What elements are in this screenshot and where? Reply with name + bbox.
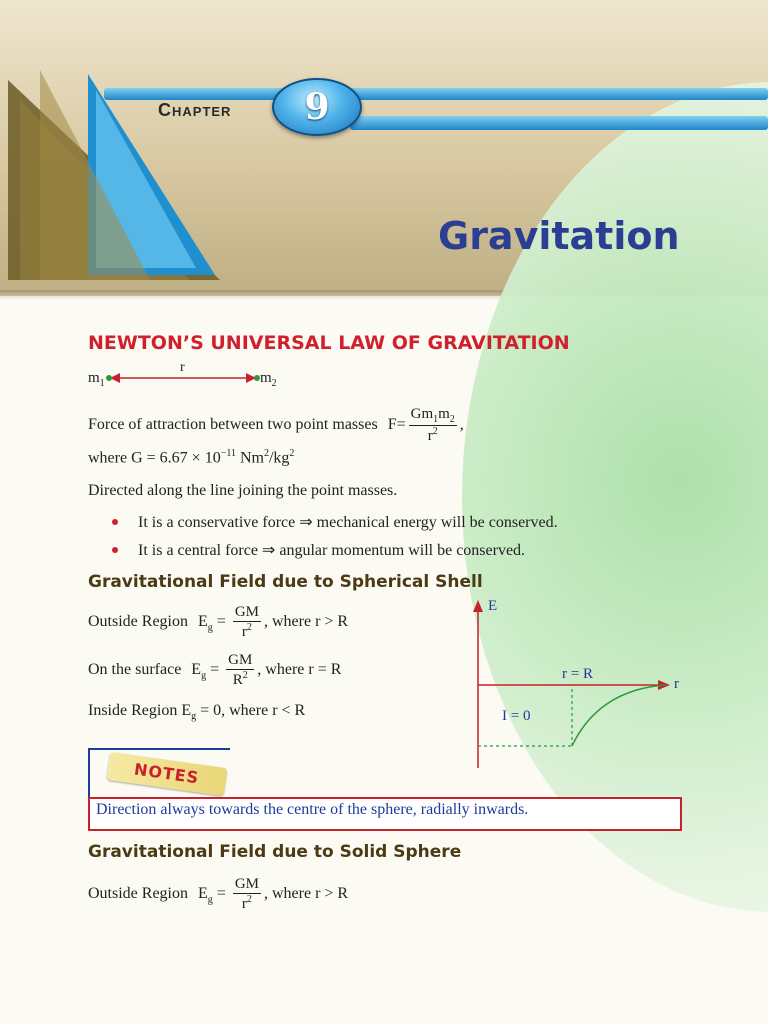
- notes-text: Direction always towards the centre of the sphere, radially inwards.: [96, 801, 529, 818]
- section-heading-solid-sphere: Gravitational Field due to Solid Sphere: [88, 842, 462, 862]
- shell-outside-formula: Outside Region $E_g$ = $\frac{GM}{r^2}$ , where r > R: [88, 604, 349, 640]
- bullet-dot: [112, 519, 118, 525]
- force-formula-line: Force of attraction between two point masses F= $\frac{Gm_1m_2}{r^2}$ ,: [88, 406, 464, 444]
- distance-label: r: [180, 360, 185, 375]
- chapter-bar-top: [104, 88, 768, 100]
- graph-field-curve: [572, 685, 666, 746]
- direction-statement: Directed along the line joining the point masses.: [88, 482, 398, 499]
- distance-arrow: [104, 370, 264, 386]
- mass1-label: $m_1$: [88, 370, 105, 389]
- bullet-dot: [112, 547, 118, 553]
- chapter-label: Chapter: [158, 100, 232, 120]
- notes-tag-label: NOTES: [132, 759, 201, 788]
- chapter-number-badge: 9: [272, 78, 362, 136]
- shell-surface-formula: On the surface $E_g$ = $\frac{GM}{R^2}$ , where r = R: [88, 652, 342, 688]
- gravitational-constant-line: where $G = 6.67 \times 10^{-11}$ $Nm^2/kg^2$: [88, 448, 295, 467]
- notes-side-line: [88, 748, 90, 798]
- shell-inside-formula: Inside Region $E_g = 0$, where r < R: [88, 702, 306, 723]
- graph-y-label: E: [488, 598, 498, 614]
- graph-x-label: r: [674, 676, 679, 692]
- graph-field-zero-label: I = 0: [502, 708, 531, 724]
- graph-r-equals-R-label: r = R: [562, 666, 593, 682]
- graph-y-arrowhead: [473, 600, 483, 612]
- page-title: Gravitation: [438, 214, 680, 258]
- section-heading-newton: NEWTON’S UNIVERSAL LAW OF GRAVITATION: [88, 332, 570, 354]
- force-fraction: $\frac{Gm_1m_2}{r^2}$: [410, 406, 455, 444]
- bullet-conservative: It is a conservative force ⇒ mechanical energy will be conserved.: [138, 514, 558, 531]
- solid-outside-formula: Outside Region $E_g$ = $\frac{GM}{r^2}$ , where r > R: [88, 876, 349, 912]
- section-heading-shell: Gravitational Field due to Spherical Shell: [88, 572, 483, 592]
- mass2-label: $m_2$: [260, 370, 277, 389]
- chapter-bar-bottom: [350, 116, 768, 130]
- bullet-central: It is a central force ⇒ angular momentum will be conserved.: [138, 542, 526, 559]
- notes-top-line: [88, 748, 230, 750]
- field-vs-distance-graph: [470, 596, 700, 772]
